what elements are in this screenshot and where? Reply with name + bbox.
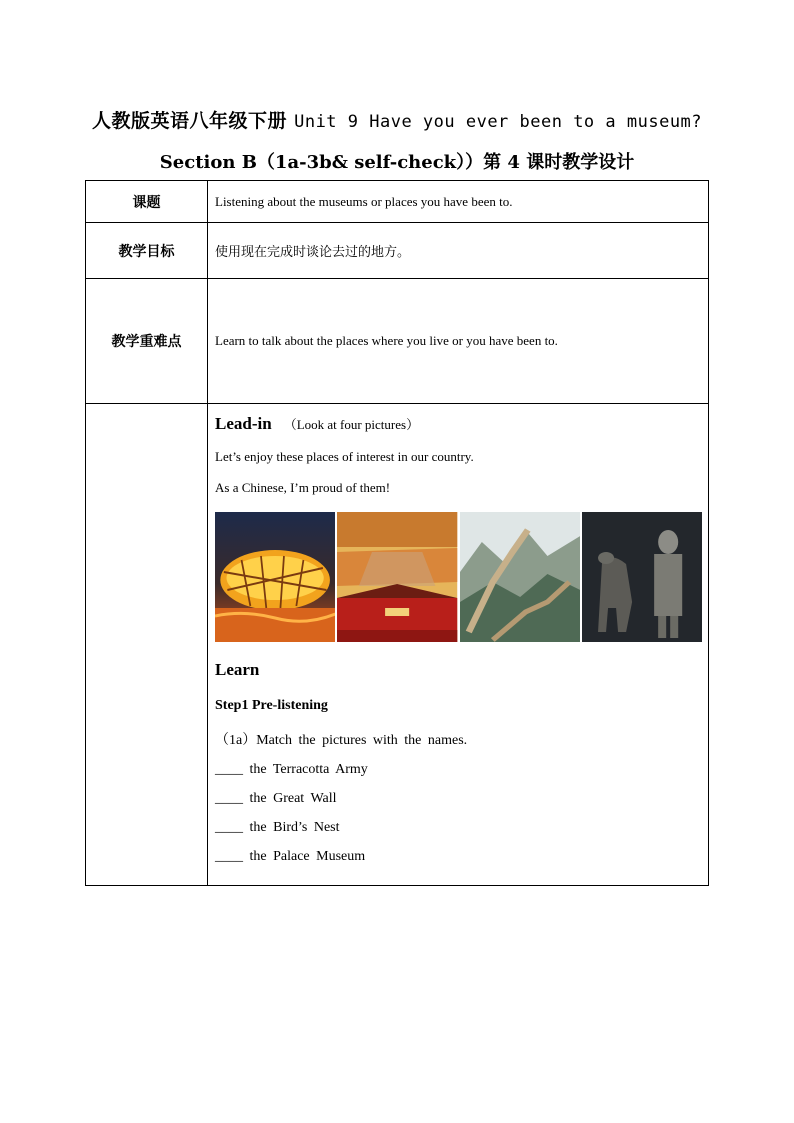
terracotta-army-photo	[582, 512, 702, 642]
title-english: Unit 9 Have you ever been to a museum?	[294, 112, 703, 132]
goal-value: 使用现在完成时谈论去过的地方。	[208, 223, 709, 279]
procedure-row	[86, 404, 709, 886]
step-heading: Step1 Pre-listening	[215, 698, 328, 713]
document-title	[0, 106, 794, 133]
topic-label: 课题	[86, 181, 208, 223]
topic-row	[86, 181, 709, 223]
goal-label: 教学目标	[86, 223, 208, 279]
key-points-label: 教学重难点	[86, 279, 208, 404]
lead-in-line-2: As a Chinese, I’m proud of them!	[215, 480, 391, 495]
topic-value: Listening about the museums or places you have been to.	[208, 181, 709, 223]
key-points-value: Learn to talk about the places where you live or you have been to.	[208, 279, 709, 404]
title-chinese: 人教版英语八年级下册	[91, 110, 287, 132]
lead-in-heading	[215, 414, 702, 434]
procedure-content	[208, 404, 709, 886]
lesson-plan-table	[85, 180, 709, 886]
procedure-label	[86, 404, 208, 886]
learn-heading: Learn	[215, 660, 260, 679]
birds-nest-photo	[215, 512, 335, 642]
document-subtitle: Section B（1a-3b& self-check））第 4 课时教学设计	[159, 152, 635, 173]
match-item: ____ the Terracotta Army	[215, 762, 368, 777]
great-wall-photo	[460, 512, 580, 642]
match-item: ____ the Great Wall	[215, 791, 337, 806]
match-item: ____ the Bird’s Nest	[215, 820, 340, 835]
lead-in-title: Lead-in	[215, 414, 272, 433]
match-item: ____ the Palace Museum	[215, 849, 366, 864]
palace-museum-photo	[337, 512, 457, 642]
instruction-text: （1a）Match the pictures with the names.	[215, 733, 468, 748]
goal-row	[86, 223, 709, 279]
lead-in-line-1: Let’s enjoy these places of interest in our country.	[215, 449, 474, 464]
lead-in-note: （Look at four pictures）	[283, 417, 420, 432]
key-points-row	[86, 279, 709, 404]
landmark-pictures	[215, 512, 702, 642]
